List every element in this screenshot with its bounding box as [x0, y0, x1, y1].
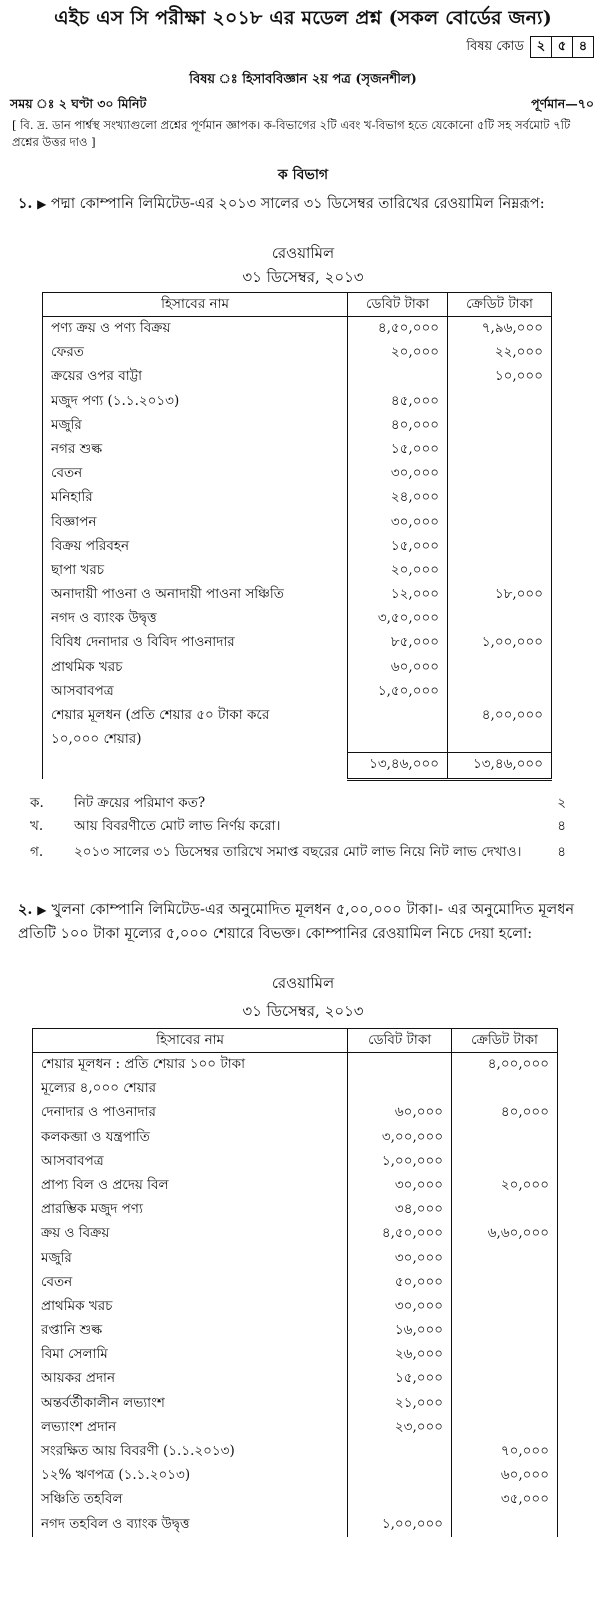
table-row: [33, 1464, 558, 1488]
table-row: [43, 728, 552, 753]
debit-cell: [348, 1077, 452, 1101]
table-row: [33, 1440, 558, 1464]
credit-cell: [452, 1319, 558, 1343]
credit-cell: ৭,৯৬,০০০: [448, 317, 552, 342]
table-row: [33, 1053, 558, 1078]
account-name-cell: নগদ ও ব্যাংক উদ্বৃত্ত: [43, 607, 348, 631]
debit-cell: ৬০,০০০: [348, 1101, 452, 1125]
table-row: [43, 656, 552, 680]
col-header-credit: ক্রেডিট টাকা: [452, 1029, 558, 1053]
table-row: [43, 535, 552, 559]
table-row: [33, 1198, 558, 1222]
account-name-cell: সঞ্চিতি তহবিল: [33, 1488, 348, 1512]
credit-cell: [452, 1150, 558, 1174]
credit-cell: [448, 414, 552, 438]
credit-cell: [452, 1295, 558, 1319]
debit-cell: ৬০,০০০: [348, 656, 448, 680]
q2-trial-balance-table: [32, 1028, 558, 1537]
credit-cell: ৪,০০,০০০: [448, 704, 552, 728]
sub-question-text: ২০১৩ সালের ৩১ ডিসেম্বর তারিখে সমাপ্ত বছরের মোট লাভ নিয়ে নিট লাভ দেখাও।: [74, 844, 522, 860]
table-row: [43, 317, 552, 342]
account-name-cell: বেতন: [43, 462, 348, 486]
debit-cell: [348, 1440, 452, 1464]
debit-cell: ২৩,০০০: [348, 1416, 452, 1440]
q2-marker: ▶: [37, 903, 47, 917]
table-header-row: [33, 1029, 558, 1053]
table-row: [43, 704, 552, 728]
table-row: [43, 486, 552, 510]
credit-cell: [452, 1198, 558, 1222]
sub-question-text: আয় বিবরণীতে মোট লাভ নির্ণয় করো।: [74, 818, 281, 834]
credit-cell: [452, 1367, 558, 1391]
account-name-cell: কলকব্জা ও যন্ত্রপাতি: [33, 1126, 348, 1150]
debit-cell: ১৫,০০০: [348, 1367, 452, 1391]
table-row: [33, 1416, 558, 1440]
account-name-cell: লভ্যাংশ প্রদান: [33, 1416, 348, 1440]
q1-trial-balance-table: [42, 292, 552, 781]
debit-cell: ২০,০০০: [348, 559, 448, 583]
credit-cell: ৭০,০০০: [452, 1440, 558, 1464]
credit-cell: [452, 1271, 558, 1295]
credit-cell: [448, 535, 552, 559]
account-name-cell: ১২% ঋণপত্র (১.১.২০১৩): [33, 1464, 348, 1488]
account-name-cell: পণ্য ক্রয় ও পণ্য বিক্রয়: [43, 317, 348, 342]
col-header-debit: ডেবিট টাকা: [348, 1029, 452, 1053]
exam-meta: [10, 96, 594, 116]
credit-cell: [448, 486, 552, 510]
total-debit-cell: ১৩,৪৬,০০০: [348, 753, 448, 779]
q2-intro-text: খুলনা কোম্পানি লিমিটেড-এর অনুমোদিত মূলধন ৫,০০,০০০ টাকা।- এর অনুমোদিত মূলধন প্রতিটি ১০০ টাকা মূল্যের ৫,০০০ শেয়ারে বিভক্ত। কোম্পানির রেওয়ামিল নিচে দেয়া হলো:: [18, 902, 574, 942]
debit-cell: [348, 728, 448, 753]
col-header-debit: ডেবিট টাকা: [348, 293, 448, 317]
account-name-cell: অনাদায়ী পাওনা ও অনাদায়ী পাওনা সঞ্চিতি: [43, 583, 348, 607]
account-name-cell: বিজ্ঞাপন: [43, 511, 348, 535]
table-row: [33, 1150, 558, 1174]
table-row: [43, 559, 552, 583]
account-name-cell: দেনাদার ও পাওনাদার: [33, 1101, 348, 1125]
table-row: [33, 1247, 558, 1271]
exam-time: সময় ঃ ২ ঘণ্টা ৩০ মিনিট: [10, 96, 147, 111]
credit-cell: ২০,০০০: [452, 1174, 558, 1198]
q1-number: ১.: [18, 195, 33, 212]
q1-table-date: ৩১ ডিসেম্বর, ২০১৩: [242, 268, 364, 286]
table-row: [43, 365, 552, 389]
table-total-row: [43, 753, 552, 779]
credit-cell: [448, 607, 552, 631]
credit-cell: [448, 462, 552, 486]
account-name-cell: মজুরি: [33, 1247, 348, 1271]
debit-cell: ৩৪,০০০: [348, 1198, 452, 1222]
subject-code-digit: ২: [531, 37, 552, 57]
credit-cell: ১০,০০০: [448, 365, 552, 389]
q1-sub-question-a: [30, 792, 566, 814]
account-name-cell: প্রারম্ভিক মজুদ পণ্য: [33, 1198, 348, 1222]
debit-cell: ১৫,০০০: [348, 438, 448, 462]
account-name-cell: ১০,০০০ শেয়ার): [43, 728, 348, 753]
q1-marker: ▶: [37, 197, 47, 211]
debit-cell: ১৫,০০০: [348, 535, 448, 559]
account-name-cell: প্রাথমিক খরচ: [43, 656, 348, 680]
debit-cell: ৪৫,০০০: [348, 390, 448, 414]
debit-cell: ৩০,০০০: [348, 462, 448, 486]
sub-question-label: গ.: [30, 844, 44, 860]
table-row: [33, 1174, 558, 1198]
sub-question-text: নিট ক্রয়ের পরিমাণ কত?: [74, 795, 206, 811]
debit-cell: ২৬,০০০: [348, 1343, 452, 1367]
table-row: [43, 462, 552, 486]
q2-table-date: ৩১ ডিসেম্বর, ২০১৩: [242, 1002, 364, 1020]
credit-cell: [448, 656, 552, 680]
account-name-cell: ফেরত: [43, 341, 348, 365]
credit-cell: [452, 1392, 558, 1416]
debit-cell: [348, 365, 448, 389]
debit-cell: ১৬,০০০: [348, 1319, 452, 1343]
table-row: [33, 1126, 558, 1150]
col-header-account: হিসাবের নাম: [43, 293, 348, 317]
account-name-cell: শেয়ার মূলধন (প্রতি শেয়ার ৫০ টাকা করে: [43, 704, 348, 728]
sub-question-label: ক.: [30, 795, 44, 811]
account-name-cell: প্রাথমিক খরচ: [33, 1295, 348, 1319]
table-row: [43, 341, 552, 365]
debit-cell: ৩০,০০০: [348, 511, 448, 535]
credit-cell: [448, 680, 552, 704]
account-name-cell: সংরক্ষিত আয় বিবরণী (১.১.২০১৩): [33, 1440, 348, 1464]
debit-cell: ১২,০০০: [348, 583, 448, 607]
account-name-cell: মনিহারি: [43, 486, 348, 510]
credit-cell: [448, 511, 552, 535]
credit-cell: ৪০,০০০: [452, 1101, 558, 1125]
q1-sub-question-c: [30, 841, 566, 863]
q1-intro-text: পদ্মা কোম্পানি লিমিটেড-এর ২০১৩ সালের ৩১ ডিসেম্বর তারিখের রেওয়ামিল নিম্নরূপ:: [50, 196, 545, 212]
table-row: [43, 607, 552, 631]
credit-cell: [448, 438, 552, 462]
credit-cell: ২২,০০০: [448, 341, 552, 365]
sub-question-marks: ২: [557, 795, 566, 811]
col-header-account: হিসাবের নাম: [33, 1029, 348, 1053]
debit-cell: ৩,৫০,০০০: [348, 607, 448, 631]
credit-cell: [448, 559, 552, 583]
account-name-cell: শেয়ার মূলধন : প্রতি শেয়ার ১০০ টাকা: [33, 1053, 348, 1078]
table-row: [33, 1101, 558, 1125]
debit-cell: ১,৫০,০০০: [348, 680, 448, 704]
credit-cell: ৩৫,০০০: [452, 1488, 558, 1512]
q1-intro: [18, 192, 574, 216]
table-header-row: [43, 293, 552, 317]
debit-cell: ৩,০০,০০০: [348, 1126, 452, 1150]
account-name-cell: নগদ তহবিল ও ব্যাংক উদ্বৃত্ত: [33, 1513, 348, 1537]
table-row: [43, 631, 552, 655]
table-row: [43, 680, 552, 704]
account-name-cell: আসবাবপত্র: [43, 680, 348, 704]
account-name-cell: ছাপা খরচ: [43, 559, 348, 583]
total-credit-cell: ১৩,৪৬,০০০: [448, 753, 552, 779]
account-name-cell: রপ্তানি শুল্ক: [33, 1319, 348, 1343]
credit-cell: [448, 390, 552, 414]
debit-cell: ৩০,০০০: [348, 1247, 452, 1271]
subject-code-digit: ৫: [552, 37, 573, 57]
debit-cell: [348, 1053, 452, 1078]
table-row: [33, 1271, 558, 1295]
debit-cell: [348, 1464, 452, 1488]
credit-cell: [452, 1513, 558, 1537]
credit-cell: [452, 1343, 558, 1367]
table-row: [43, 511, 552, 535]
full-marks: পূর্ণমান—৭০: [531, 96, 594, 111]
debit-cell: [348, 1488, 452, 1512]
credit-cell: [452, 1416, 558, 1440]
table-row: [33, 1392, 558, 1416]
account-name-cell: নগর শুল্ক: [43, 438, 348, 462]
debit-cell: ৪০,০০০: [348, 414, 448, 438]
table-row: [33, 1488, 558, 1512]
table-row: [33, 1222, 558, 1246]
credit-cell: [452, 1247, 558, 1271]
section-title: ক বিভাগ: [277, 167, 329, 183]
debit-cell: ৪,৫০,০০০: [348, 1222, 452, 1246]
sub-question-marks: ৪: [557, 844, 566, 860]
account-name-cell: বেতন: [33, 1271, 348, 1295]
debit-cell: ৩০,০০০: [348, 1174, 452, 1198]
debit-cell: ২১,০০০: [348, 1392, 452, 1416]
debit-cell: [348, 704, 448, 728]
credit-cell: ১,০০,০০০: [448, 631, 552, 655]
account-name-cell: আয়কর প্রদান: [33, 1367, 348, 1391]
account-name-cell: মজুরি: [43, 414, 348, 438]
subject-heading: বিষয় ঃ হিসাববিজ্ঞান ২য় পত্র (সৃজনশীল): [189, 72, 417, 87]
debit-cell: ৫০,০০০: [348, 1271, 452, 1295]
debit-cell: ৩০,০০০: [348, 1295, 452, 1319]
q1-table-title: রেওয়ামিল: [271, 244, 335, 262]
q2-table-title: রেওয়ামিল: [271, 974, 335, 992]
debit-cell: ২০,০০০: [348, 341, 448, 365]
exam-title: এইচ এস সি পরীক্ষা ২০১৮ এর মডেল প্রশ্ন (সকল বোর্ডের জন্য): [54, 7, 552, 29]
account-name-cell: প্রাপ্য বিল ও প্রদেয় বিল: [33, 1174, 348, 1198]
account-name-cell: বিক্রয় পরিবহন: [43, 535, 348, 559]
table-row: [33, 1319, 558, 1343]
table-row: [33, 1513, 558, 1537]
account-name-cell: মজুদ পণ্য (১.১.২০১৩): [43, 390, 348, 414]
exam-instructions: [ বি. দ্র. ডান পার্শ্বস্থ সংখ্যাগুলো প্রশ্নের পূর্ণমান জ্ঞাপক। ক-বিভাগের ২টি এবং খ-বিভাগ হতে যেকোনো ৫টি সহ সর্বমোট ৭টি প্রশ্নের উত্তর দাও ]: [12, 118, 571, 149]
account-name-cell: ক্রয় ও বিক্রয়: [33, 1222, 348, 1246]
table-row: [43, 583, 552, 607]
credit-cell: ৬০,০০০: [452, 1464, 558, 1488]
credit-cell: [452, 1077, 558, 1101]
credit-cell: ৪,০০,০০০: [452, 1053, 558, 1078]
debit-cell: ১,০০,০০০: [348, 1513, 452, 1537]
account-name-cell: বিমা সেলামি: [33, 1343, 348, 1367]
account-name-cell: মূল্যের ৪,০০০ শেয়ার: [33, 1077, 348, 1101]
debit-cell: ২৪,০০০: [348, 486, 448, 510]
table-row: [43, 438, 552, 462]
account-name-cell: বিবিধ দেনাদার ও বিবিদ পাওনাদার: [43, 631, 348, 655]
sub-question-marks: ৪: [557, 818, 566, 834]
credit-cell: ১৮,০০০: [448, 583, 552, 607]
q1-sub-question-b: [30, 815, 566, 837]
table-row: [43, 390, 552, 414]
q2-intro: [18, 898, 574, 946]
subject-code-digit: ৪: [578, 39, 588, 54]
table-row: [43, 414, 552, 438]
account-name-cell: আসবাবপত্র: [33, 1150, 348, 1174]
table-row: [33, 1367, 558, 1391]
q2-number: ২.: [18, 901, 33, 918]
credit-cell: ৬,৬০,০০০: [452, 1222, 558, 1246]
credit-cell: [452, 1126, 558, 1150]
credit-cell: [448, 728, 552, 753]
total-label-cell: [43, 753, 348, 779]
col-header-credit: ক্রেডিট টাকা: [448, 293, 552, 317]
debit-cell: ৪,৫০,০০০: [348, 317, 448, 342]
debit-cell: ১,০০,০০০: [348, 1150, 452, 1174]
table-row: [33, 1343, 558, 1367]
account-name-cell: অন্তর্বর্তীকালীন লভ্যাংশ: [33, 1392, 348, 1416]
table-row: [33, 1295, 558, 1319]
sub-question-label: খ.: [30, 818, 44, 834]
account-name-cell: ক্রয়ের ওপর বাট্টা: [43, 365, 348, 389]
subject-code: [466, 36, 594, 58]
debit-cell: ৮৫,০০০: [348, 631, 448, 655]
table-row: [33, 1077, 558, 1101]
subject-code-box: [530, 36, 594, 58]
subject-code-label: বিষয় কোড: [466, 38, 524, 54]
